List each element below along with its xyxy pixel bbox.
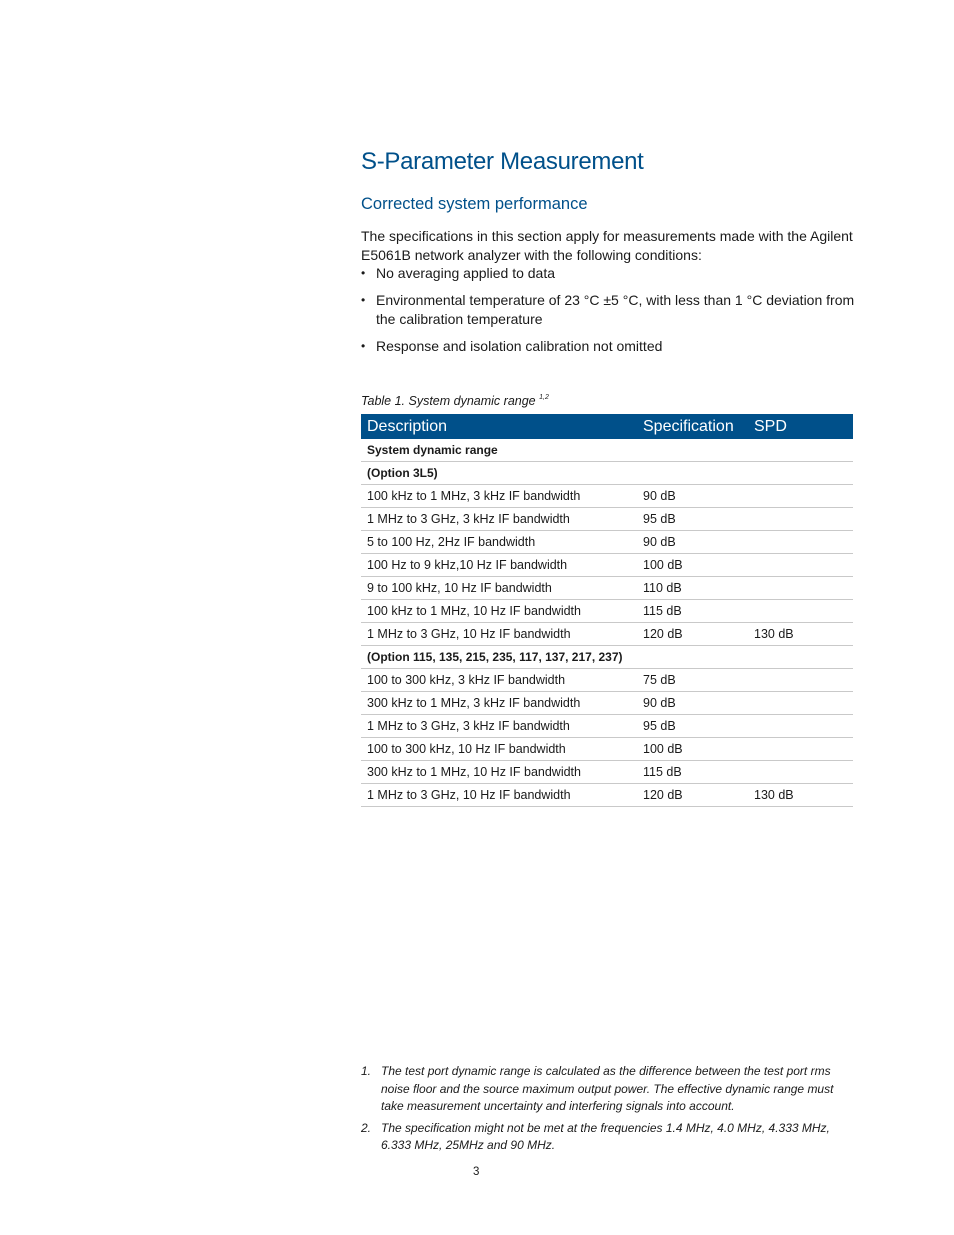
page-title: S-Parameter Measurement (361, 148, 644, 175)
footnote-text: The specification might not be met at the frequencies 1.4 MHz, 4.0 MHz, 4.333 MHz, 6.333 MHz, 25MHz and 90 MHz. (381, 1120, 830, 1152)
conditions-list (361, 264, 856, 356)
cell-description: 9 to 100 kHz, 10 Hz IF bandwidth (361, 577, 637, 600)
cell-description: 100 Hz to 9 kHz,10 Hz IF bandwidth (361, 554, 637, 577)
cell-spec: 120 dB (637, 784, 748, 807)
cell-spd (748, 577, 853, 600)
table-row (361, 738, 853, 761)
table-section-row (361, 462, 853, 485)
cell-spec: 100 dB (637, 738, 748, 761)
cell-spd (748, 439, 853, 462)
table-row (361, 692, 853, 715)
table-row (361, 784, 853, 807)
cell-description: (Option 115, 135, 215, 235, 117, 137, 217, 237) (361, 646, 637, 669)
list-item-text: Environmental temperature of 23 °C ±5 °C, with less than 1 °C deviation from the calibration temperature (376, 292, 855, 327)
footnote-text: The test port dynamic range is calculated as the difference between the test port rms noise floor and the source maximum output power. The effective dynamic range must take measurement uncertainty and interfering signals into account. (381, 1064, 834, 1113)
cell-spd: 130 dB (748, 784, 853, 807)
cell-spd (748, 646, 853, 669)
cell-spec: 90 dB (637, 485, 748, 508)
cell-spd (748, 462, 853, 485)
cell-description: 1 MHz to 3 GHz, 10 Hz IF bandwidth (361, 784, 637, 807)
cell-spd (748, 715, 853, 738)
table-row (361, 531, 853, 554)
list-item (361, 264, 856, 283)
cell-spec: 90 dB (637, 692, 748, 715)
cell-spec: 90 dB (637, 531, 748, 554)
list-item (361, 337, 856, 356)
table-section-row (361, 646, 853, 669)
table-row (361, 508, 853, 531)
cell-spec: 95 dB (637, 508, 748, 531)
intro-paragraph: The specifications in this section apply for measurements made with the Agilent E5061B network analyzer with the following conditions: (361, 228, 853, 263)
cell-spd (748, 485, 853, 508)
cell-spec (637, 462, 748, 485)
cell-spd (748, 738, 853, 761)
bullet-icon: • (361, 339, 366, 353)
cell-spec (637, 439, 748, 462)
cell-spd (748, 669, 853, 692)
cell-spd (748, 554, 853, 577)
section-subtitle: Corrected system performance (361, 195, 588, 213)
cell-spec: 95 dB (637, 715, 748, 738)
table-row (361, 761, 853, 784)
table-caption-text: Table 1. System dynamic range (361, 394, 536, 408)
cell-spd (748, 508, 853, 531)
cell-description: 1 MHz to 3 GHz, 3 kHz IF bandwidth (361, 715, 637, 738)
table-body (361, 439, 853, 807)
table-row (361, 715, 853, 738)
cell-spd (748, 600, 853, 623)
table-row (361, 577, 853, 600)
cell-spec: 100 dB (637, 554, 748, 577)
cell-description: 100 to 300 kHz, 3 kHz IF bandwidth (361, 669, 637, 692)
cell-description: 1 MHz to 3 GHz, 3 kHz IF bandwidth (361, 508, 637, 531)
table-caption (361, 394, 549, 408)
footnote (361, 1063, 856, 1116)
bullet-icon: • (361, 293, 366, 307)
cell-spec: 115 dB (637, 600, 748, 623)
cell-spec: 120 dB (637, 623, 748, 646)
cell-spd (748, 761, 853, 784)
bullet-icon: • (361, 266, 366, 280)
cell-description: 300 kHz to 1 MHz, 10 Hz IF bandwidth (361, 761, 637, 784)
cell-description: System dynamic range (361, 439, 637, 462)
cell-spec: 110 dB (637, 577, 748, 600)
footnote-number: 2. (361, 1120, 372, 1135)
cell-spd: 130 dB (748, 623, 853, 646)
table-row (361, 600, 853, 623)
cell-description: 5 to 100 Hz, 2Hz IF bandwidth (361, 531, 637, 554)
table-caption-refs: 1,2 (539, 394, 549, 401)
footnote-number: 1. (361, 1064, 372, 1078)
table-section-row (361, 439, 853, 462)
cell-description: 100 to 300 kHz, 10 Hz IF bandwidth (361, 738, 637, 761)
page-number: 3 (473, 1166, 480, 1178)
cell-description: (Option 3L5) (361, 462, 637, 485)
header-specification: Specification (637, 414, 748, 439)
system-dynamic-range-table (361, 414, 853, 807)
table-row (361, 485, 853, 508)
cell-description: 100 kHz to 1 MHz, 10 Hz IF bandwidth (361, 600, 637, 623)
cell-description: 1 MHz to 3 GHz, 10 Hz IF bandwidth (361, 623, 637, 646)
list-item-text: No averaging applied to data (376, 265, 556, 281)
cell-description: 100 kHz to 1 MHz, 3 kHz IF bandwidth (361, 485, 637, 508)
cell-description: 300 kHz to 1 MHz, 3 kHz IF bandwidth (361, 692, 637, 715)
table-row (361, 669, 853, 692)
cell-spd (748, 531, 853, 554)
cell-spec: 75 dB (637, 669, 748, 692)
list-item (361, 291, 856, 329)
header-spd: SPD (748, 414, 853, 439)
table-row (361, 623, 853, 646)
cell-spd (748, 692, 853, 715)
cell-spec (637, 646, 748, 669)
cell-spec: 115 dB (637, 761, 748, 784)
table-header-row (361, 414, 853, 439)
header-description: Description (361, 414, 637, 439)
table-row (361, 554, 853, 577)
list-item-text: Response and isolation calibration not omitted (376, 338, 663, 354)
footnotes (361, 1063, 856, 1155)
footnote (361, 1120, 856, 1155)
